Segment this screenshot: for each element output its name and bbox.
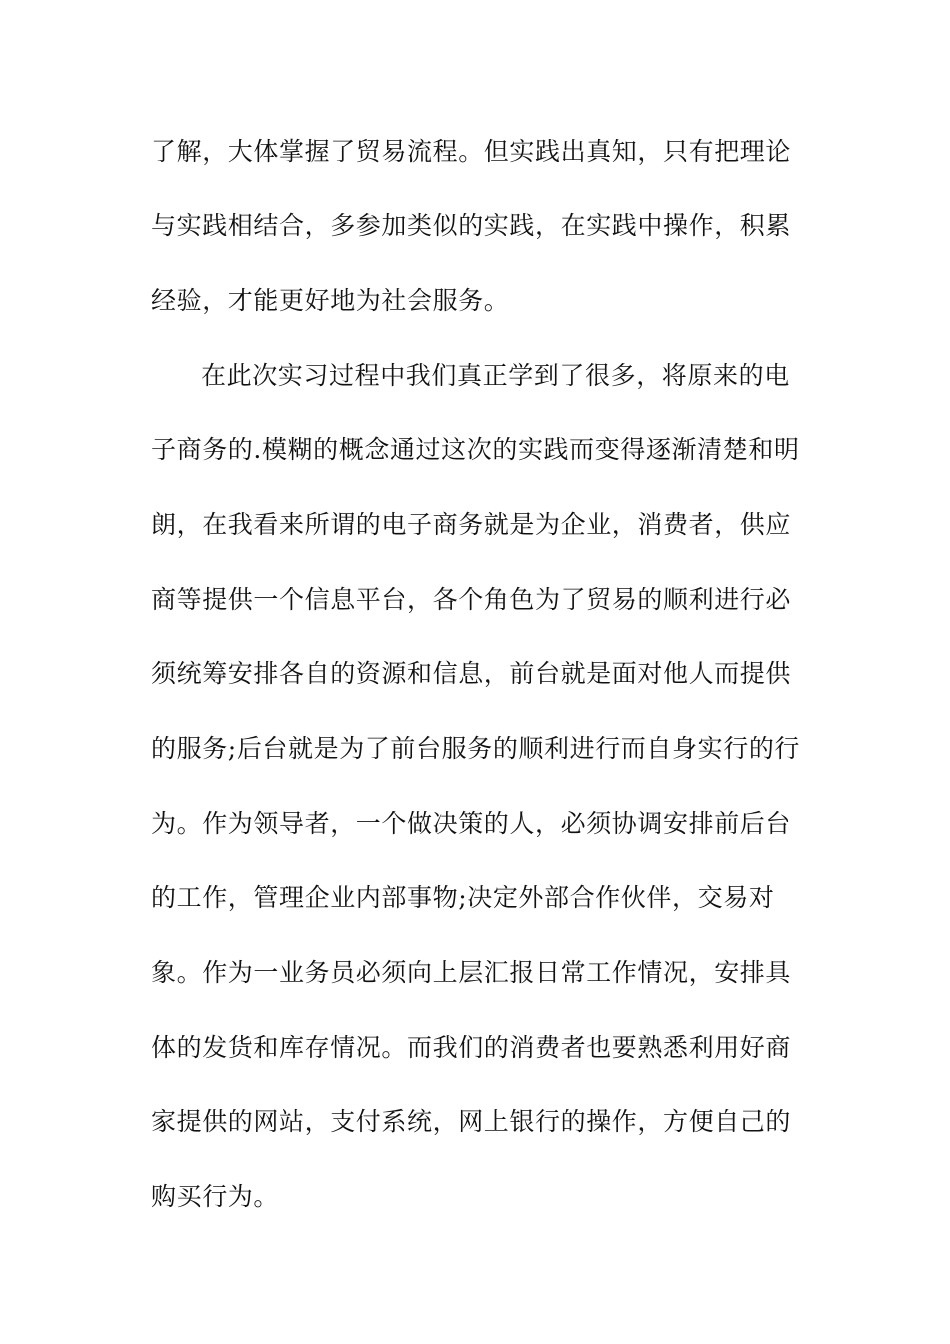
text-line: 朗，在我看来所谓的电子商务就是为企业，消费者，供应 xyxy=(151,510,792,539)
text-line: 购买行为。 xyxy=(151,1182,280,1211)
text-line: 与实践相结合，多参加类似的实践，在实践中操作，积累 xyxy=(151,211,792,240)
text-line: 商等提供一个信息平台，各个角色为了贸易的顺利进行必 xyxy=(151,585,792,614)
text-line: 须统筹安排各自的资源和信息，前台就是面对他人而提供 xyxy=(151,659,792,688)
text-line: 的工作，管理企业内部事物;决定外部合作伙伴，交易对 xyxy=(151,883,775,912)
text-line: 子商务的.模糊的概念通过这次的实践而变得逐渐清楚和明 xyxy=(151,435,800,464)
text-line: 体的发货和库存情况。而我们的消费者也要熟悉利用好商 xyxy=(151,1033,792,1062)
text-line: 在此次实习过程中我们真正学到了很多，将原来的电 xyxy=(201,361,790,390)
text-line: 经验，才能更好地为社会服务。 xyxy=(151,286,510,315)
text-line: 象。作为一业务员必须向上层汇报日常工作情况，安排具 xyxy=(151,958,792,987)
text-line: 了解，大体掌握了贸易流程。但实践出真知，只有把理论 xyxy=(151,137,792,166)
text-line: 的服务;后台就是为了前台服务的顺利进行而自身实行的行 xyxy=(151,734,801,763)
text-line: 家提供的网站，支付系统，网上银行的操作，方便自己的 xyxy=(151,1107,792,1136)
text-line: 为。作为领导者，一个做决策的人，必须协调安排前后台 xyxy=(151,809,792,838)
